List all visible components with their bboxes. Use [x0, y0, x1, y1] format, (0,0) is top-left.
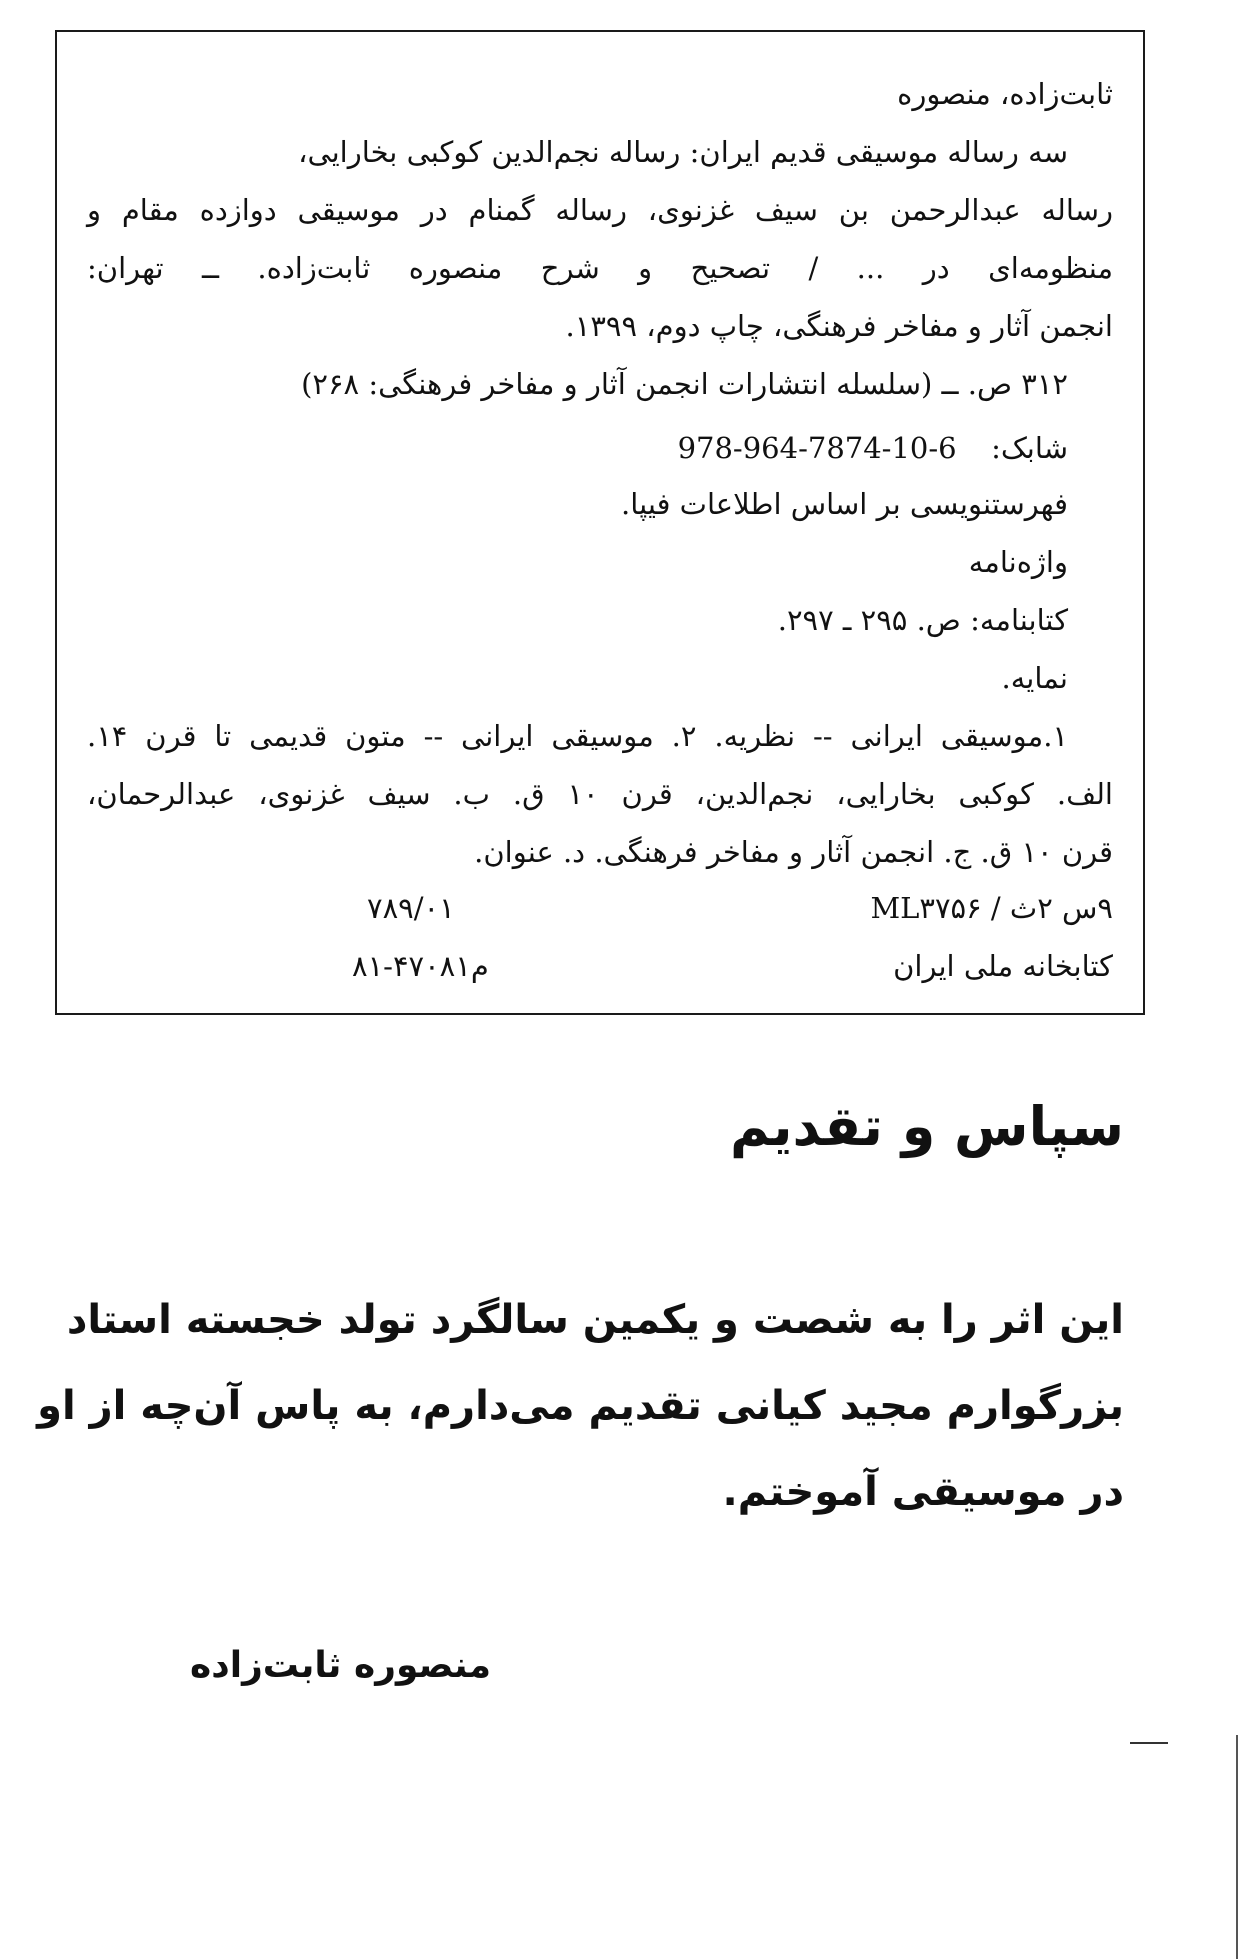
cip-subject-line-2: الف. کوکبی بخارایی، نجم‌الدین، قرن ۱۰ ق. ب. سیف غزنوی، عبدالرحمان، — [87, 777, 1113, 811]
cip-note-glossary: واژه‌نامه — [968, 545, 1068, 579]
dedication-line-1: این اثر را به شصت و یکمین سالگرد تولد خجسته استاد — [66, 1297, 1124, 1343]
cip-title-line-2: رساله عبدالرحمن بن سیف غزنوی، رساله گمنام در موسیقی دوازده مقام و — [87, 193, 1113, 227]
cip-pages-series: ۳۱۲ ص. ــ (سلسله انتشارات انجمن آثار و مفاخر فرهنگی: ۲۶۸) — [301, 367, 1068, 401]
dewey-number: ۷۸۹/۰۱ — [367, 891, 455, 925]
cip-title-line-1: سه رساله موسیقی قدیم ایران: رساله نجم‌الدین کوکبی بخارایی، — [298, 135, 1068, 169]
cip-title-line-3: منظومه‌ای در ... / تصحیح و شرح منصوره ثابت‌زاده. ــ تهران: — [87, 251, 1113, 285]
cip-note-bibliography: کتابنامه: ص. ۲۹۵ ـ ۲۹۷. — [777, 603, 1068, 637]
page-edge-line — [1236, 1735, 1238, 1959]
record-number: ۸۱-۴۷۰۸۱م — [352, 949, 489, 983]
lc-class-number: ۹س ۲ث / ML۳۷۵۶ — [870, 891, 1113, 925]
cip-classification-row — [87, 888, 1113, 928]
cip-note-index: نمایه. — [1001, 661, 1068, 695]
national-library-name: کتابخانه ملی ایران — [893, 949, 1113, 983]
cip-subject-line-1: ۱.موسیقی ایرانی -- نظریه. ۲. موسیقی ایرانی -- متون قدیمی تا قرن ۱۴. — [87, 719, 1068, 753]
isbn-value: 978-964-7874-10-6 — [677, 431, 957, 465]
isbn-label: شابک: — [991, 431, 1068, 465]
dedication-line-2: بزرگوارم مجید کیانی تقدیم می‌دارم، به پاس آن‌چه از او — [37, 1383, 1124, 1429]
dedication-line-3: در موسیقی آموختم. — [722, 1469, 1124, 1515]
cip-note-fipa: فهرستنویسی بر اساس اطلاعات فیپا. — [621, 487, 1068, 521]
cip-library-row — [87, 946, 1113, 986]
margin-mark — [1130, 1742, 1168, 1744]
cip-isbn-row — [87, 428, 1068, 468]
dedication-heading: سپاس و تقدیم — [729, 1095, 1124, 1158]
author-signature: منصوره ثابت‌زاده — [190, 1645, 491, 1686]
cip-title-line-4: انجمن آثار و مفاخر فرهنگی، چاپ دوم، ۱۳۹۹. — [565, 309, 1113, 343]
cip-author: ثابت‌زاده، منصوره — [897, 77, 1113, 111]
cip-subject-line-3: قرن ۱۰ ق. ج. انجمن آثار و مفاخر فرهنگی. د. عنوان. — [474, 835, 1113, 869]
cataloging-in-publication-box — [55, 30, 1145, 1015]
